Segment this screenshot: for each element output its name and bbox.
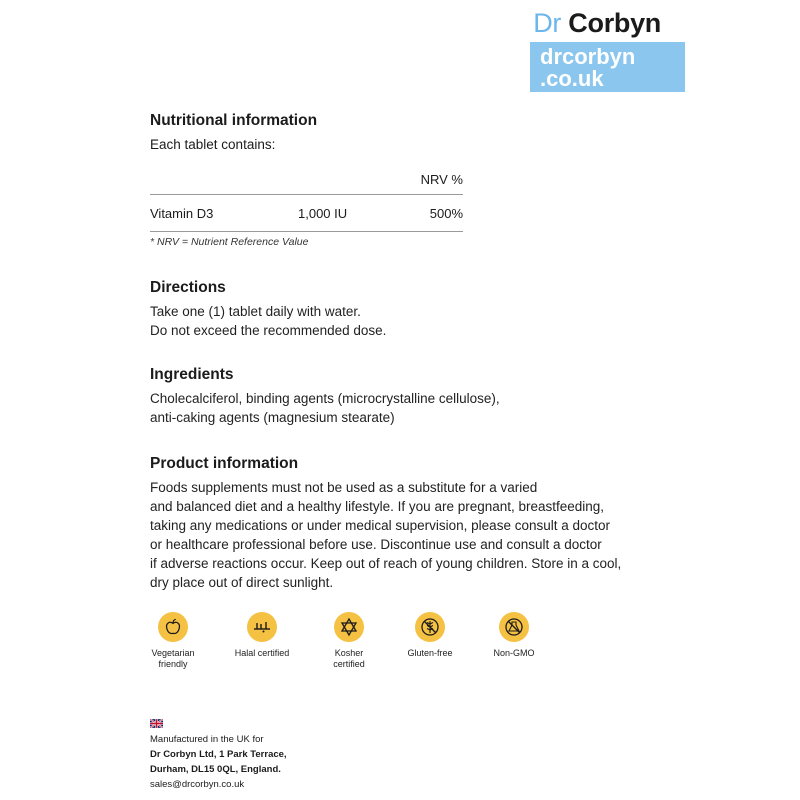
ingredients-text bbox=[150, 389, 500, 427]
star-of-david-icon bbox=[334, 612, 364, 642]
nutrition-table bbox=[150, 166, 463, 232]
footer-email[interactable]: sales@drcorbyn.co.uk bbox=[150, 779, 245, 790]
gluten-free-icon bbox=[415, 612, 445, 642]
nrv-footnote: * NRV = Nutrient Reference Value bbox=[150, 236, 309, 248]
badge-non-gmo bbox=[474, 612, 554, 659]
nrv-column-header: NRV % bbox=[420, 172, 463, 187]
badge-gluten-free bbox=[390, 612, 470, 659]
ingredients-title: Ingredients bbox=[150, 366, 234, 383]
apple-icon bbox=[158, 612, 188, 642]
nutrient-nrv: 500% bbox=[429, 206, 463, 221]
badge-label: Non-GMO bbox=[493, 648, 535, 658]
product-info-line: dry place out of direct sunlight. bbox=[150, 575, 334, 590]
badge-label: Vegetarian friendly bbox=[151, 648, 195, 669]
badge-label: Gluten-free bbox=[407, 648, 453, 658]
nutrient-name: Vitamin D3 bbox=[150, 206, 214, 221]
badge-label: Halal certified bbox=[234, 648, 290, 658]
badge-halal bbox=[222, 612, 302, 659]
nutrient-amount: 1,000 IU bbox=[298, 206, 348, 221]
directions-line: Do not exceed the recommended dose. bbox=[150, 323, 387, 338]
product-info-line: or healthcare professional before use. Discontinue use and consult a doctor bbox=[150, 537, 602, 552]
brand-dr: Dr bbox=[533, 8, 562, 38]
product-info-line: and balanced diet and a healthy lifestyle. If you are pregnant, breastfeeding, bbox=[150, 499, 605, 514]
product-info-line: taking any medications or under medical supervision, please consult a doctor bbox=[150, 518, 611, 533]
nutrition-title: Nutritional information bbox=[150, 112, 318, 129]
badge-kosher bbox=[309, 612, 389, 669]
brand-corbyn: Corbyn bbox=[568, 8, 661, 38]
non-gmo-icon bbox=[499, 612, 529, 642]
nutrition-subtitle: Each tablet contains: bbox=[150, 137, 276, 152]
footer-company: Dr Corbyn Ltd, 1 Park Terrace, bbox=[150, 749, 287, 760]
badge-vegetarian bbox=[133, 612, 213, 669]
nutrition-table-header bbox=[150, 166, 463, 195]
uk-flag-icon bbox=[150, 719, 163, 728]
footer-line: Manufactured in the UK for bbox=[150, 734, 264, 745]
badge-label: Kosher certified bbox=[333, 648, 365, 669]
halal-icon bbox=[247, 612, 277, 642]
ingredients-line: Cholecalciferol, binding agents (microcrystalline cellulose), bbox=[150, 391, 500, 406]
product-info-title: Product information bbox=[150, 455, 299, 472]
manufacturer-info bbox=[150, 719, 287, 792]
certification-badges bbox=[0, 612, 800, 672]
footer-address: Durham, DL15 0QL, England. bbox=[150, 764, 281, 775]
product-info-line: Foods supplements must not be used as a substitute for a varied bbox=[150, 480, 538, 495]
brand-url: drcorbyn .co.uk bbox=[530, 42, 685, 92]
ingredients-line: anti-caking agents (magnesium stearate) bbox=[150, 410, 395, 425]
directions-line: Take one (1) tablet daily with water. bbox=[150, 304, 361, 319]
directions-title: Directions bbox=[150, 279, 226, 296]
product-info-line: if adverse reactions occur. Keep out of reach of young children. Store in a cool, bbox=[150, 556, 622, 571]
table-row bbox=[150, 195, 463, 232]
directions-text bbox=[150, 302, 386, 340]
brand-name bbox=[533, 8, 661, 39]
product-info-text bbox=[150, 478, 640, 592]
